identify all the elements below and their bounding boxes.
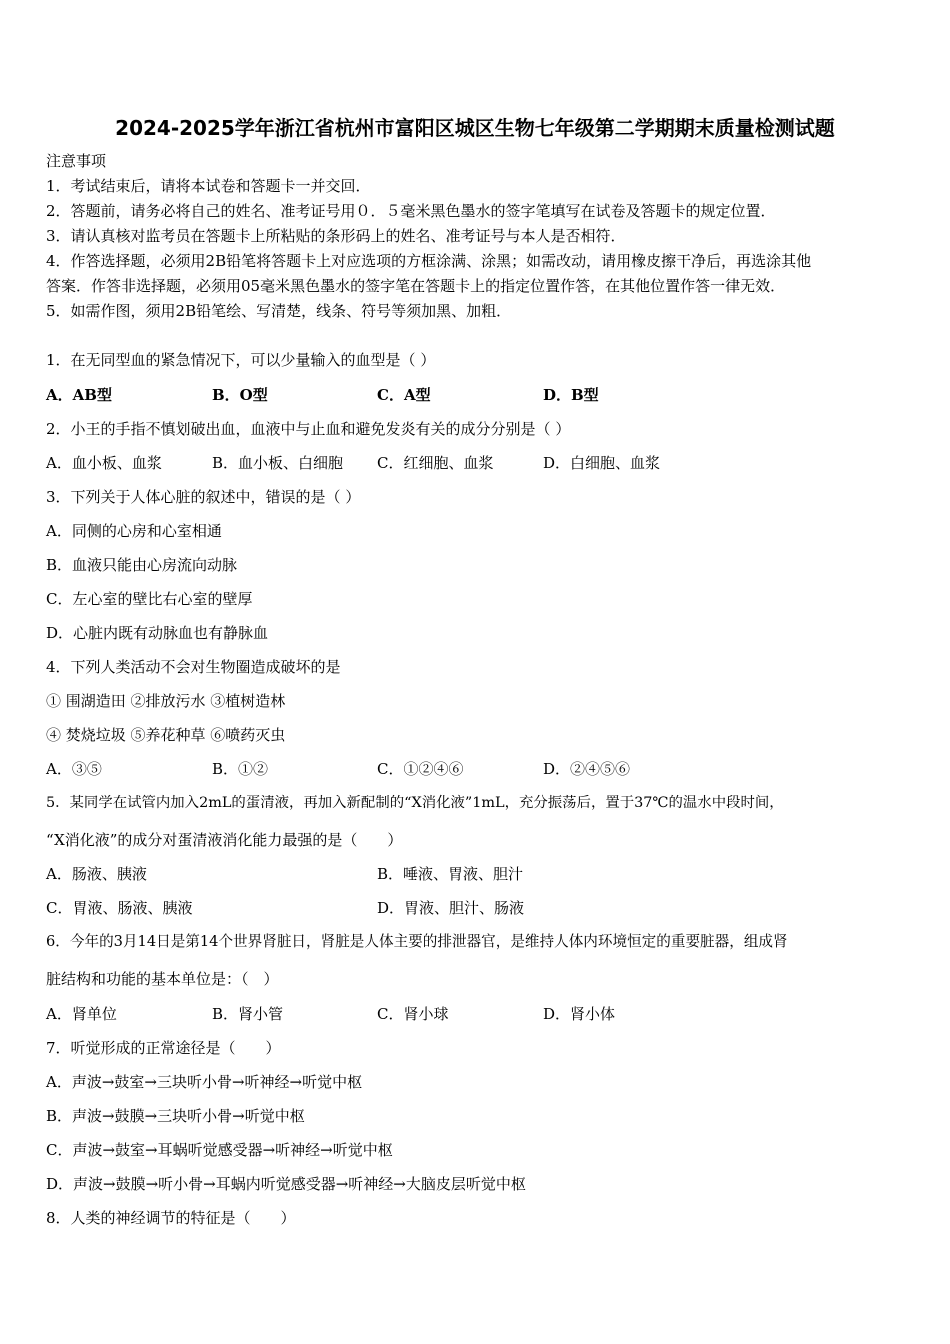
question-4-items-line-1: ① 围湖造田 ②排放污水 ③植树造林 xyxy=(46,692,286,710)
option-c: C．声波→鼓室→耳蜗听觉感受器→听神经→听觉中枢 xyxy=(46,1141,393,1159)
option-a: A．声波→鼓室→三块听小骨→听神经→听觉中枢 xyxy=(46,1073,363,1091)
option-b: B．O型 xyxy=(212,386,268,404)
option-d: D．白细胞、血浆 xyxy=(543,454,661,472)
option-d: D．胃液、胆汁、肠液 xyxy=(377,899,525,917)
option-c: C．红细胞、血浆 xyxy=(377,454,494,472)
option-d: D．声波→鼓膜→听小骨→耳蜗内听觉感受器→听神经→大脑皮层听觉中枢 xyxy=(46,1175,526,1193)
question-3-stem: 3．下列关于人体心脏的叙述中，错误的是（ ） xyxy=(46,488,361,506)
option-c: C．肾小球 xyxy=(377,1005,449,1023)
option-c: C．胃液、肠液、胰液 xyxy=(46,899,193,917)
option-c: C．A型 xyxy=(377,386,431,404)
question-8-stem: 8．人类的神经调节的特征是（ ） xyxy=(46,1209,296,1227)
option-b: B．唾液、胃液、胆汁 xyxy=(377,865,524,883)
option-c: C．①②④⑥ xyxy=(377,760,464,778)
question-4-stem: 4．下列人类活动不会对生物圈造成破坏的是 xyxy=(46,658,341,676)
option-d: D．②④⑤⑥ xyxy=(543,760,631,778)
notice-item: 1．考试结束后，请将本试卷和答题卡一并交回． xyxy=(46,177,371,195)
option-a: A．肠液、胰液 xyxy=(46,865,147,883)
option-a: A．肾单位 xyxy=(46,1005,117,1023)
option-b: B．血小板、白细胞 xyxy=(212,454,344,472)
option-d: D．B型 xyxy=(543,386,599,404)
question-6-stem-line-1: 6．今年的3月14日是第14个世界肾脏日，肾脏是人体主要的排泄器官，是维持人体内环境恒定的重要脏器，组成肾 xyxy=(46,933,788,950)
notice-item: 4．作答选择题，必须用2B铅笔将答题卡上对应选项的方框涂满、涂黑；如需改动，请用橡皮擦干净后，再选涂其他 xyxy=(46,252,812,270)
option-d: D．肾小体 xyxy=(543,1005,616,1023)
option-a: A．同侧的心房和心室相通 xyxy=(46,522,222,540)
question-5-stem-line-2: “X消化液”的成分对蛋清液消化能力最强的是（ ） xyxy=(46,831,403,849)
option-d: D．心脏内既有动脉血也有静脉血 xyxy=(46,624,269,642)
page-title: 2024-2025学年浙江省杭州市富阳区城区生物七年级第二学期期末质量检测试题 xyxy=(115,116,835,140)
option-a: A．③⑤ xyxy=(46,760,102,778)
option-c: C．左心室的壁比右心室的壁厚 xyxy=(46,590,253,608)
question-6-stem-line-2: 脏结构和功能的基本单位是：（ ） xyxy=(46,970,279,988)
notice-item: 答案．作答非选择题，必须用05毫米黑色墨水的签字笔在答题卡上的指定位置作答，在其他位置作答一律无效． xyxy=(46,277,786,295)
question-1-stem: 1．在无同型血的紧急情况下，可以少量输入的血型是（ ） xyxy=(46,351,436,369)
notice-item: 2．答题前，请务必将自己的姓名、准考证号用０．５毫米黑色墨水的签字笔填写在试卷及答题卡的规定位置． xyxy=(46,202,776,220)
option-a: A．AB型 xyxy=(46,386,112,404)
option-b: B．血液只能由心房流向动脉 xyxy=(46,556,238,574)
question-5-stem-line-1: 5．某同学在试管内加入2mL的蛋清液，再加入新配制的“X消化液”1mL，充分振荡后，置于37℃的温水中段时间， xyxy=(46,795,784,811)
option-b: B．肾小管 xyxy=(212,1005,284,1023)
question-7-stem: 7．听觉形成的正常途径是（ ） xyxy=(46,1039,281,1057)
notice-heading: 注意事项 xyxy=(46,152,107,170)
question-4-items-line-2: ④ 焚烧垃圾 ⑤养花种草 ⑥喷药灭虫 xyxy=(46,726,286,744)
notice-item: 3．请认真核对监考员在答题卡上所粘贴的条形码上的姓名、准考证号与本人是否相符． xyxy=(46,227,626,245)
option-b: B．①② xyxy=(212,760,269,778)
question-2-stem: 2．小王的手指不慎划破出血，血液中与止血和避免发炎有关的成分分别是（ ） xyxy=(46,420,571,438)
option-b: B．声波→鼓膜→三块听小骨→听觉中枢 xyxy=(46,1107,305,1125)
notice-item: 5．如需作图，须用2B铅笔绘、写清楚，线条、符号等须加黑、加粗． xyxy=(46,302,512,320)
option-a: A．血小板、血浆 xyxy=(46,454,162,472)
